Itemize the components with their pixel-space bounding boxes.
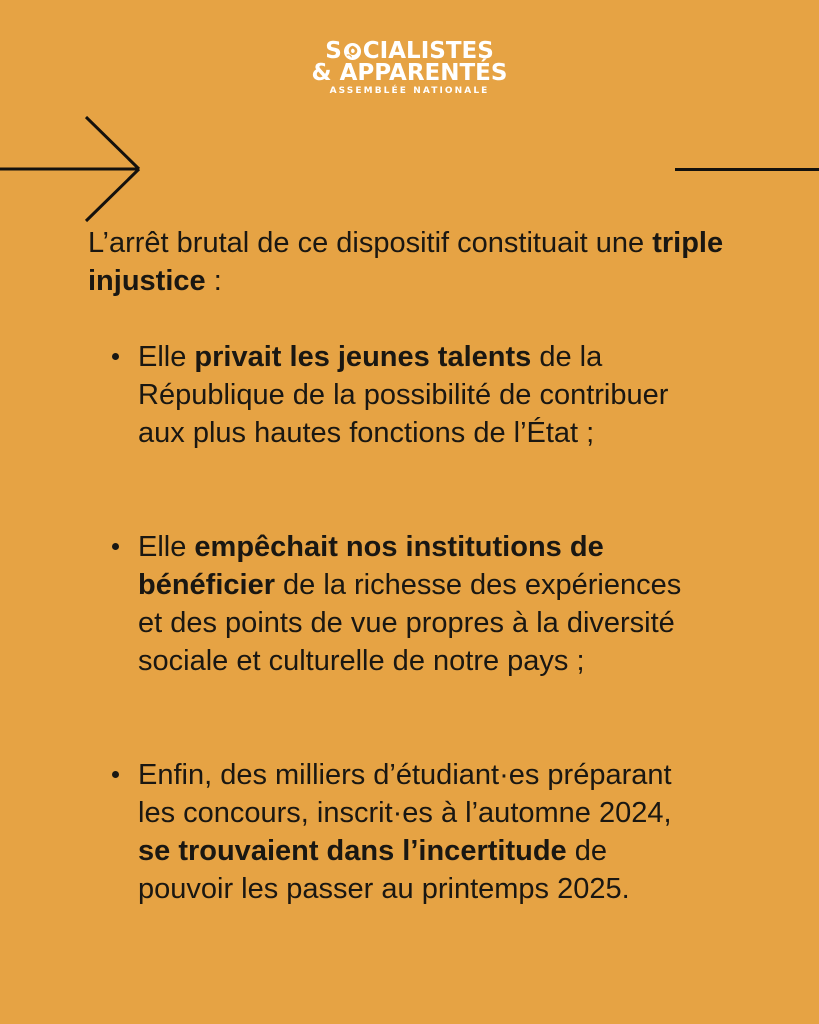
logo	[0, 40, 819, 96]
bullet-text	[138, 528, 698, 680]
divider-line	[675, 168, 819, 171]
logo-letter-s: S	[325, 38, 342, 64]
intro-bold: triple injustice	[88, 227, 724, 297]
bullet-2	[88, 528, 728, 680]
logo-subtitle: ASSEMBLÉE NATIONALE	[329, 86, 490, 96]
bullet-text-part: Enfin, des milliers d’étudiant·es préparant les concours, inscrit·es à l’automne 2024,	[138, 759, 672, 829]
intro-text-end: :	[205, 265, 222, 297]
bullet-dot-icon	[112, 543, 119, 550]
intro-text: L’arrêt brutal de ce dispositif constituait une	[88, 227, 653, 259]
bullet-item	[88, 528, 728, 680]
bullet-bold: se trouvaient dans l’incertitude	[138, 835, 567, 867]
bullet-dot-icon	[112, 353, 119, 360]
intro-paragraph	[88, 224, 728, 300]
bullet-text-part: de la République de la possibilité de contribuer aux plus hautes fonctions de l’État ;	[138, 341, 669, 449]
bullet-bold: empêchait nos institutions de bénéficier	[138, 531, 604, 601]
rose-icon	[343, 42, 362, 61]
bullet-item	[88, 338, 728, 452]
bullet-text-part: de pouvoir les passer au printemps 2025.	[138, 835, 630, 905]
bullet-bold: privait les jeunes talents	[194, 341, 532, 373]
bullet-text	[138, 338, 698, 452]
bullet-text-part: Elle	[138, 341, 195, 373]
bullet-text-part: de la richesse des expériences et des points de vue propres à la diversité sociale et culturelle de notre pays ;	[138, 569, 682, 677]
logo-line-1	[0, 40, 819, 62]
main-content	[88, 224, 728, 905]
arrow-icon	[0, 116, 150, 226]
bullet-text	[138, 756, 698, 908]
bullet-1	[88, 338, 728, 452]
bullet-item	[88, 756, 728, 908]
logo-text-rest: CIALISTES	[362, 38, 494, 64]
logo-line-2: & APPARENTÉS	[311, 60, 508, 86]
bullet-dot-icon	[112, 771, 119, 778]
bullet-3	[88, 756, 728, 908]
bullet-text-part: Elle	[138, 531, 195, 563]
